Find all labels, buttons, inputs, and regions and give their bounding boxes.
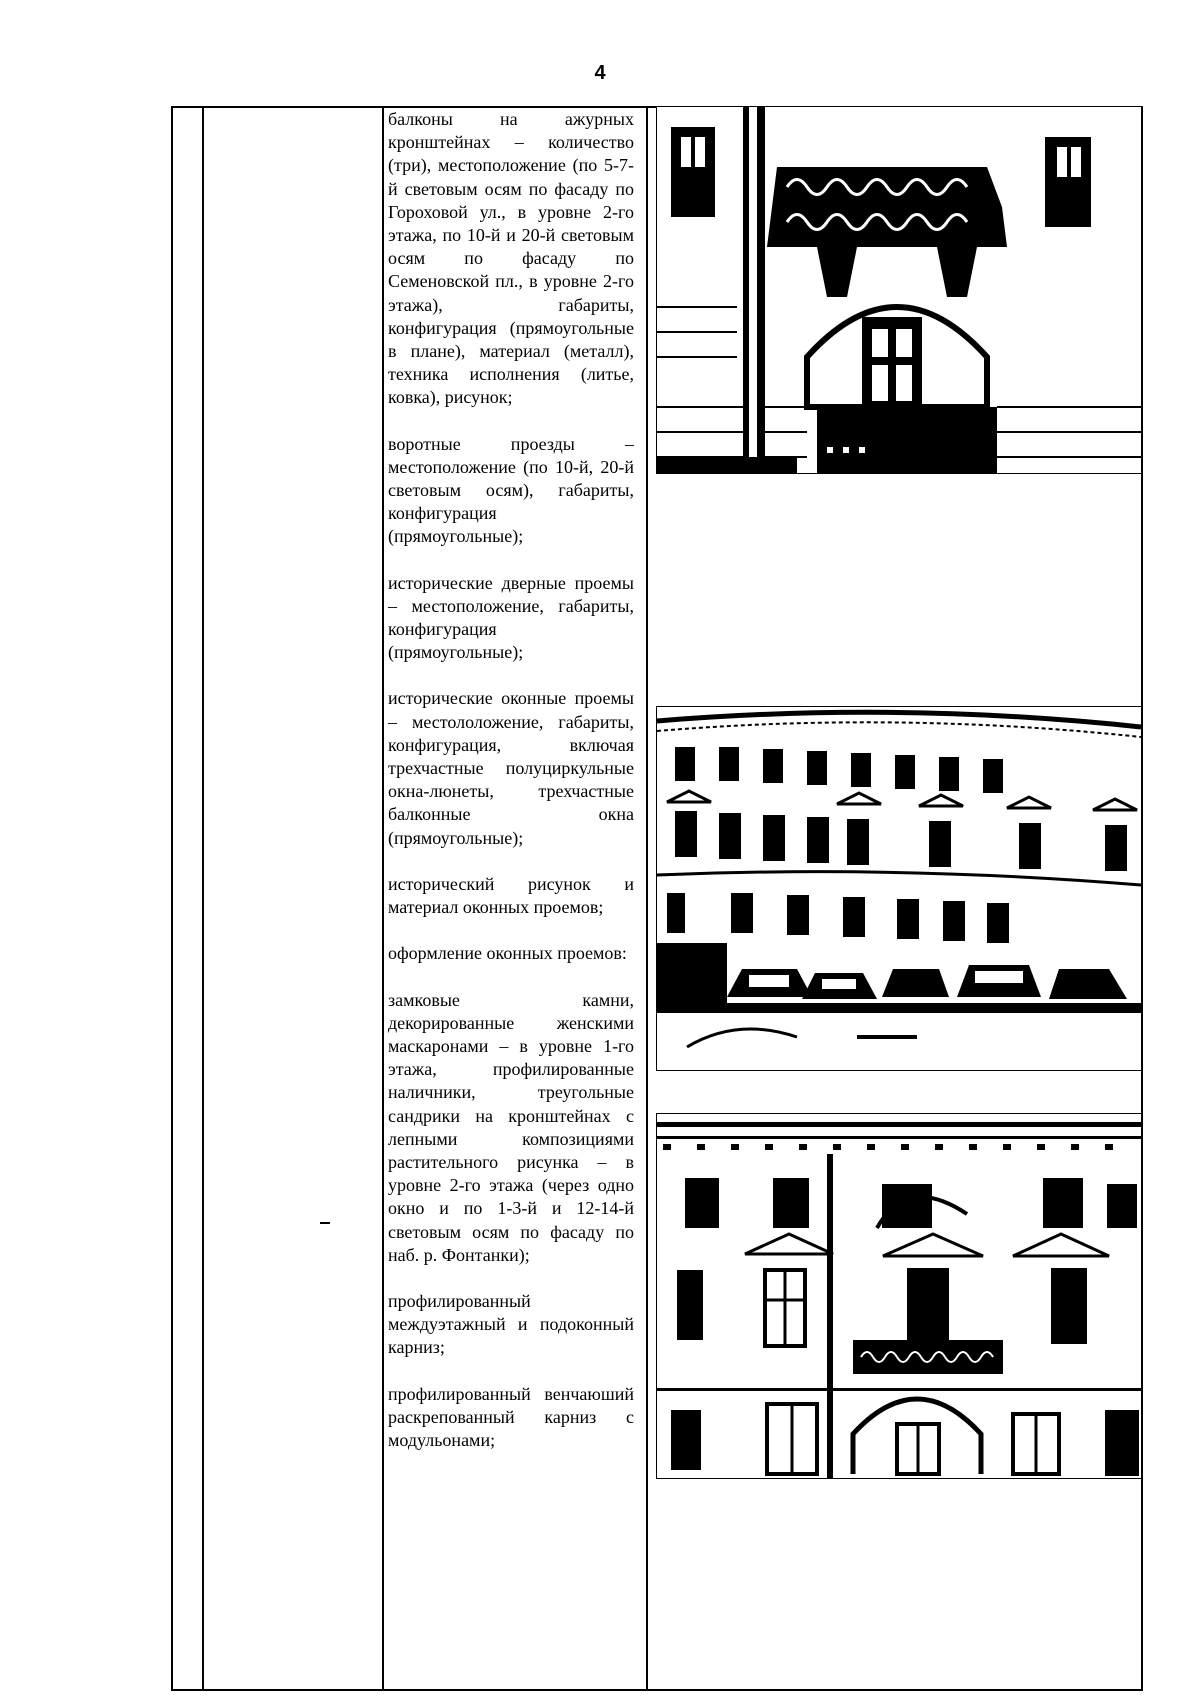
feature-window-openings: исторические оконные проемы – местололожение, габариты, конфигурация, включая трехчастные полуциркульные окна-люнеты, трехчастные балконные окна (прямоугольные); <box>388 688 634 848</box>
column-divider-1 <box>202 106 204 1691</box>
balcony-photo-icon <box>657 107 1141 473</box>
feature-balconies: балконы на ажурных кронштейнах – количество (три), местоположение (по 5-7-й световым осям по фасаду по Гороховой ул., в уровне 2-го этажа, по 10-й и 20-й световым осям по фасаду по Семеновской пл., в уровне 2-го этажа), габариты, конфигурация (прямоугольные в плане), материал (металл), техника исполнения (литье, ковка), рисунок; <box>388 109 634 408</box>
column-divider-2 <box>382 106 384 1691</box>
facade-photo <box>656 706 1142 1071</box>
feature-keystones: замковые камни, декорированные женскими маскаронами – в уровне 1-го этажа, профилированные наличники, треугольные сандрики на кронштейнах с лепными композициями растительного рисунка – в уровне 2-го этажа (через одно окно и по 1-3-й и 12-14-й световым осям по фасаду по наб. р. Фонтанки); <box>388 989 634 1265</box>
column-divider-3 <box>646 106 648 1691</box>
windows-photo-icon <box>657 1114 1141 1478</box>
balcony-photo <box>656 106 1142 474</box>
windows-photo <box>656 1113 1142 1479</box>
feature-window-decoration: оформление оконных проемов: <box>388 943 627 964</box>
feature-crowning-cornice: профилированный венчаюший раскрепованный карниз с модульонами; <box>388 1383 634 1450</box>
table-bottom-border <box>171 1689 1143 1691</box>
table-left-border <box>171 106 173 1691</box>
page-number: 4 <box>594 62 606 84</box>
facade-photo-icon <box>657 707 1141 1070</box>
feature-door-openings: исторические дверные проемы – местоположение, габариты, конфигурация (прямоугольные); <box>388 572 634 663</box>
margin-mark <box>320 1222 330 1224</box>
feature-interfloor-cornice: профилированный междуэтажный и подоконный карниз; <box>388 1290 634 1358</box>
feature-window-pattern: исторический рисунок и материал оконных проемов; <box>388 873 634 918</box>
feature-gateways: воротные проезды – местоположение (по 10-й, 20-й световым осям), габариты, конфигурация (прямоугольные); <box>388 433 634 547</box>
features-list <box>388 108 634 1475</box>
